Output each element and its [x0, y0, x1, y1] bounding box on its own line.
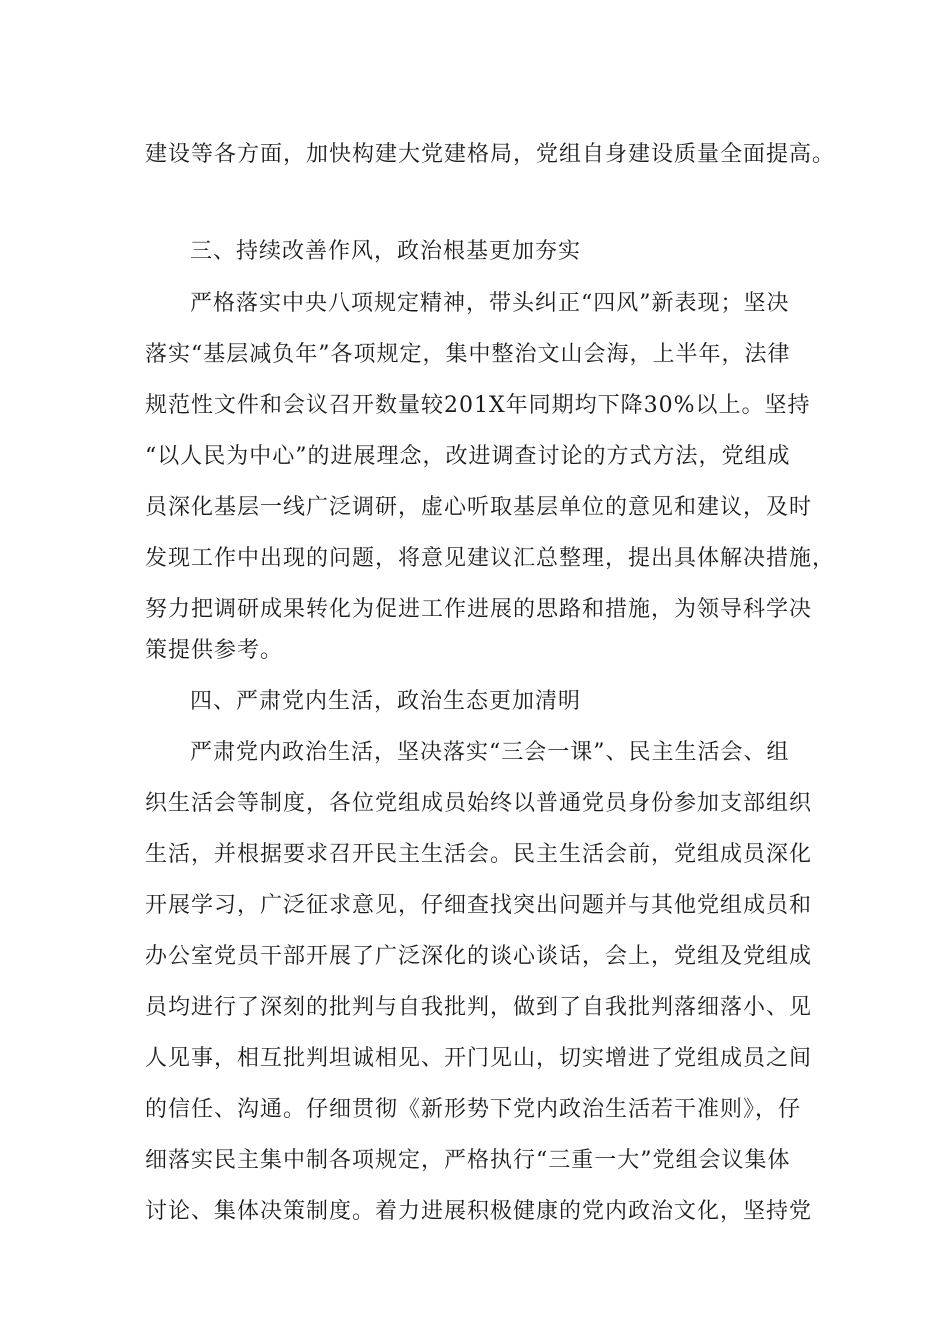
- paragraph-line: 讨论、集体决策制度。着力进展积极健康的党内政治文化，坚持党: [145, 1199, 813, 1224]
- paragraph-line: 办公室党员干部开展了广泛深化的谈心谈话，会上，党组及党组成: [145, 944, 813, 969]
- paragraph-line: 严格落实中央八项规定精神，带头纠正“四风”新表现；坚决: [190, 291, 790, 316]
- paragraph-line: 开展学习，广泛征求意见，仔细查找突出问题并与其他党组成员和: [145, 893, 813, 918]
- paragraph-line: 员均进行了深刻的批判与自我批判，做到了自我批判落细落小、见: [145, 995, 813, 1020]
- paragraph-line: “以人民为中心”的进展理念，改进调查讨论的方式方法，党组成: [145, 444, 791, 469]
- paragraph-line: 生活，并根据要求召开民主生活会。民主生活会前，党组成员深化: [145, 842, 813, 867]
- paragraph-line: 建设等各方面，加快构建大党建格局，党组自身建设质量全面提高。: [145, 142, 836, 167]
- paragraph-line: 策提供参考。: [145, 638, 284, 663]
- paragraph-line: 细落实民主集中制各项规定，严格执行“三重一大”党组会议集体: [145, 1148, 791, 1173]
- paragraph-line: 发现工作中出现的问题，将意见建议汇总整理，提出具体解决措施，: [145, 546, 836, 571]
- paragraph-line: 努力把调研成果转化为促进工作进展的思路和措施，为领导科学决: [145, 597, 813, 622]
- paragraph-line: 员深化基层一线广泛调研，虚心听取基层单位的意见和建议，及时: [145, 495, 813, 520]
- paragraph-line: 严肃党内政治生活，坚决落实“三会一课”、民主生活会、组: [190, 740, 790, 765]
- paragraph-line: 织生活会等制度，各位党组成员始终以普通党员身份参加支部组织: [145, 791, 813, 816]
- paragraph-line: 人见事，相互批判坦诚相见、开门见山，切实增进了党组成员之间: [145, 1046, 813, 1071]
- section-heading-3: 三、持续改善作风，政治根基更加夯实: [190, 239, 582, 264]
- paragraph-line: 规范性文件和会议召开数量较201X年同期均下降30%以上。坚持: [145, 393, 811, 418]
- paragraph-line: 落实“基层减负年”各项规定，集中整治文山会海，上半年，法律: [145, 342, 791, 367]
- section-heading-4: 四、严肃党内生活，政治生态更加清明: [190, 689, 582, 714]
- paragraph-line: 的信任、沟通。仔细贯彻《新形势下党内政治生活若干准则》，仔: [145, 1097, 802, 1122]
